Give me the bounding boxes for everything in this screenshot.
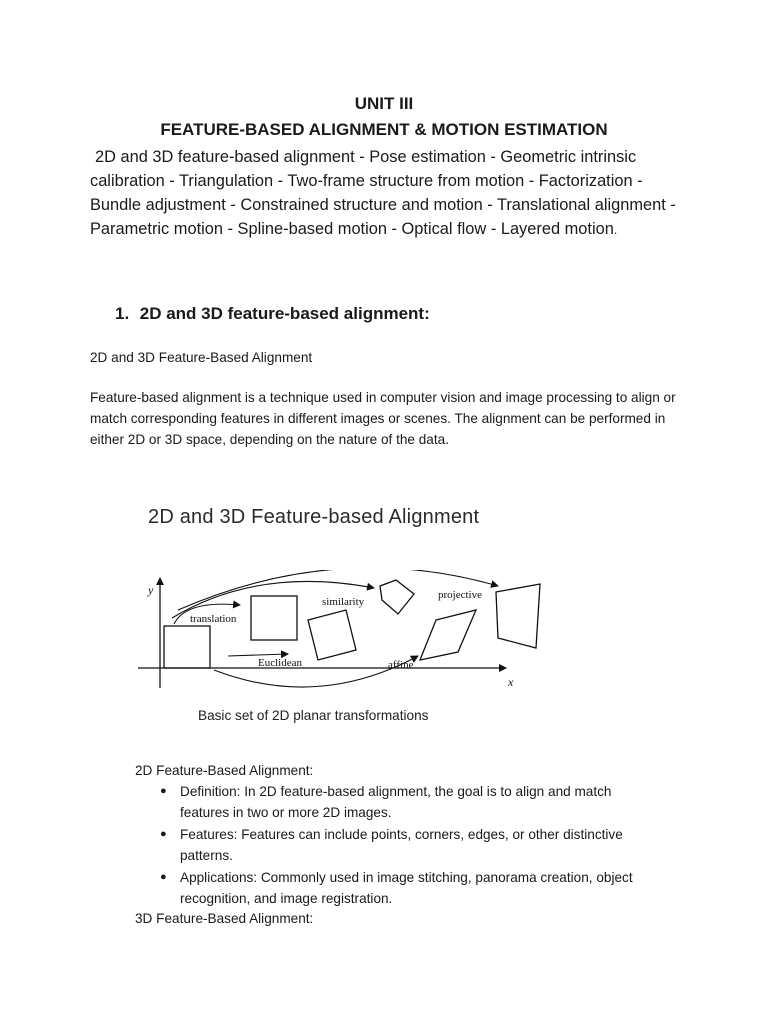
- projective-label: projective: [438, 589, 482, 601]
- section-heading: [115, 302, 430, 326]
- list-item-text: Features: Features can include points, corners, edges, or other distinctive patterns.: [180, 827, 623, 863]
- figure-caption: Basic set of 2D planar transformations: [198, 708, 429, 723]
- list-item-text: Definition: In 2D feature-based alignment, the goal is to align and match features in two or more 2D images.: [180, 784, 612, 820]
- translated-square: [251, 596, 297, 640]
- euclidean-square: [308, 610, 356, 660]
- section-title: 2D and 3D feature-based alignment:: [139, 304, 430, 323]
- unit-heading: FEATURE-BASED ALIGNMENT & MOTION ESTIMATION: [160, 120, 608, 139]
- list-2d: [158, 781, 658, 910]
- euclidean-arrow: [228, 654, 288, 656]
- unit-title: UNIT III: [354, 94, 414, 113]
- list-item: [158, 824, 658, 866]
- transformations-figure: [138, 498, 558, 738]
- bullet-icon: ●: [160, 871, 167, 883]
- translation-label: translation: [190, 613, 237, 625]
- list-3d-heading: 3D Feature-Based Alignment:: [135, 911, 314, 926]
- section-subtitle: 2D and 3D Feature-Based Alignment: [90, 350, 313, 365]
- affine-label: affine: [388, 659, 414, 671]
- bullet-icon: ●: [160, 785, 167, 797]
- section-number: 1.: [115, 304, 130, 323]
- list-item-text: Applications: Commonly used in image stitching, panorama creation, object recognition, and image registration.: [180, 870, 633, 906]
- transformations-diagram: [138, 570, 558, 700]
- affine-parallelogram: [420, 610, 476, 660]
- similarity-square: [380, 580, 414, 614]
- list-2d-heading: 2D Feature-Based Alignment:: [135, 763, 314, 778]
- similarity-label: similarity: [322, 596, 365, 608]
- bullet-icon: ●: [160, 828, 167, 840]
- topics-text: 2D and 3D feature-based alignment - Pose estimation - Geometric intrinsic calibration - Triangulation - Two-frame structure from motion - Factorization - Bundle adjustment - Constrained structure and motion - Translational alignment - Parametric motion - Spline-based motion - Optical flow - Layered motion: [90, 148, 676, 238]
- original-square: [164, 626, 210, 668]
- projective-quad: [496, 584, 540, 648]
- topics-end: .: [613, 223, 618, 237]
- x-axis-label: x: [508, 675, 514, 689]
- figure-title: 2D and 3D Feature-based Alignment: [148, 506, 480, 528]
- topics-paragraph: [90, 145, 690, 242]
- intro-paragraph: Feature-based alignment is a technique used in computer vision and image processing to align or match corresponding features in different images or scenes. The alignment can be performed in either 2D or 3D space, depending on the nature of the data.: [90, 390, 676, 447]
- y-axis-label: y: [148, 583, 154, 597]
- list-item: [158, 867, 658, 909]
- euclidean-label: Euclidean: [258, 657, 302, 669]
- list-item: [158, 781, 658, 823]
